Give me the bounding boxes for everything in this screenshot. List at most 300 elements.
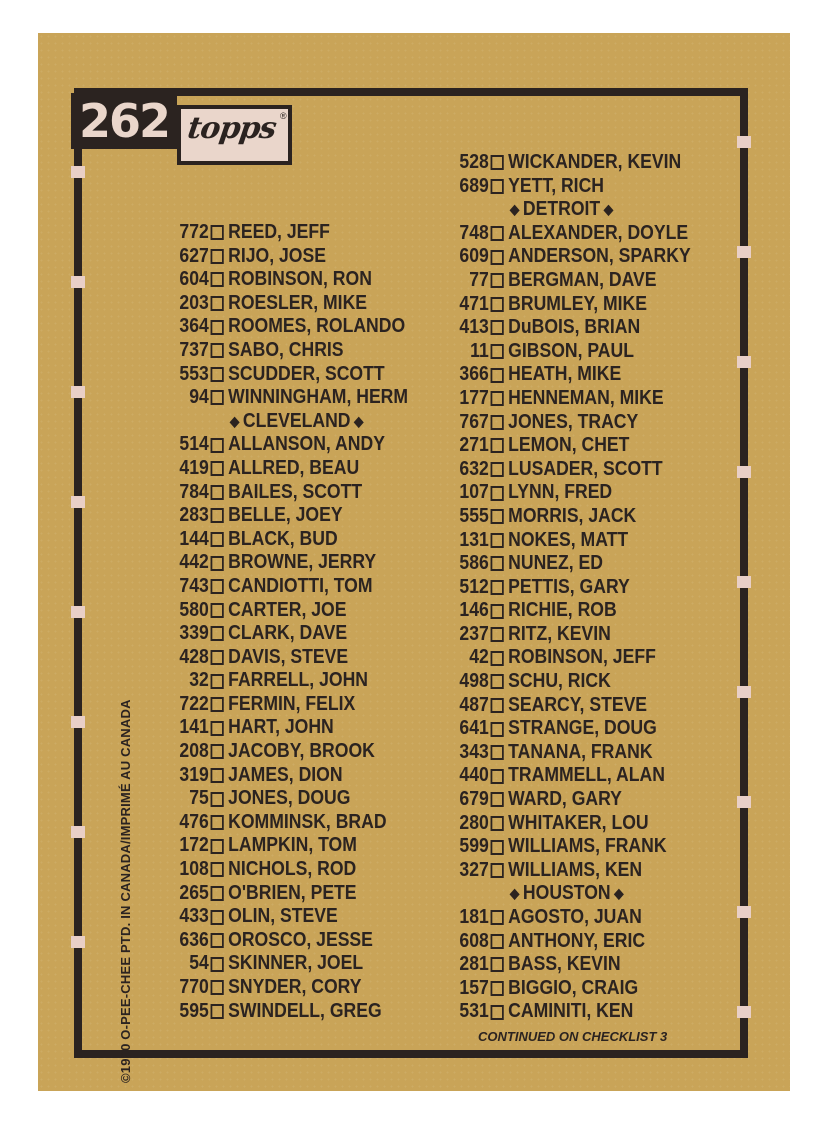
frame-notch xyxy=(71,386,85,398)
player-name: TANANA, FRANK xyxy=(508,740,653,763)
checkbox xyxy=(211,650,224,665)
player-name: HART, JOHN xyxy=(228,716,334,739)
card-num: 280 xyxy=(459,811,489,834)
card-num: 498 xyxy=(459,670,489,693)
team-header xyxy=(436,198,691,222)
checkbox xyxy=(491,509,504,524)
checkbox xyxy=(211,815,224,830)
player-name: BAILES, SCOTT xyxy=(228,480,363,503)
checkbox xyxy=(491,226,504,241)
player-name: BASS, KEVIN xyxy=(508,953,621,976)
frame-notch xyxy=(71,496,85,508)
card-num: 772 xyxy=(179,221,209,243)
card-num: 767 xyxy=(459,410,489,433)
checklist-row xyxy=(156,245,408,269)
frame-notch xyxy=(737,466,751,478)
player-name: NUNEZ, ED xyxy=(508,552,604,575)
card-num: 131 xyxy=(459,528,489,551)
player-name: RICHIE, ROB xyxy=(508,599,617,622)
checklist-row xyxy=(156,740,408,764)
card-num: 641 xyxy=(459,717,489,740)
team-name: HOUSTON xyxy=(522,882,611,905)
checklist-card xyxy=(38,33,790,1091)
checklist-row xyxy=(436,741,691,765)
frame-notch xyxy=(737,246,751,258)
checklist-row xyxy=(436,764,691,788)
checklist-row xyxy=(436,245,691,269)
checklist-row xyxy=(156,363,408,387)
player-name: SKINNER, JOEL xyxy=(228,952,364,975)
player-name: GIBSON, PAUL xyxy=(508,339,634,362)
player-name: WINNINGHAM, HERM xyxy=(228,386,409,409)
player-name: TRAMMELL, ALAN xyxy=(508,764,665,787)
card-num: 743 xyxy=(179,574,209,597)
card-num: 471 xyxy=(459,292,489,315)
player-name: AGOSTO, JUAN xyxy=(508,906,642,928)
player-name: ALLANSON, ANDY xyxy=(228,433,385,456)
frame-notch xyxy=(737,796,751,808)
checkbox xyxy=(491,627,504,642)
card-num: 75 xyxy=(189,787,209,810)
checkbox xyxy=(211,792,224,807)
player-name: SCHU, RICK xyxy=(508,670,611,693)
card-num: 144 xyxy=(179,527,209,550)
card-num: 555 xyxy=(459,504,489,527)
checkbox xyxy=(211,603,224,618)
card-num: 107 xyxy=(459,481,489,504)
card-num: 433 xyxy=(179,905,209,928)
checkbox xyxy=(491,816,504,831)
checklist-row xyxy=(156,669,408,693)
diamond-icon: ◆ xyxy=(509,885,520,902)
checkbox xyxy=(211,933,224,948)
player-name: ROBINSON, JEFF xyxy=(508,646,656,669)
card-num: 146 xyxy=(459,599,489,622)
checklist-row xyxy=(436,953,691,977)
checklist-row xyxy=(436,646,691,670)
checklist-row xyxy=(436,175,691,199)
card-num: 327 xyxy=(459,858,489,881)
card-num: 636 xyxy=(179,928,209,951)
checkbox xyxy=(491,981,504,996)
continued-note: CONTINUED ON CHECKLIST 3 xyxy=(478,1029,668,1044)
checkbox xyxy=(211,674,224,689)
checkbox xyxy=(491,651,504,666)
player-name: ROESLER, MIKE xyxy=(228,291,368,314)
player-name: JONES, DOUG xyxy=(228,787,351,810)
checklist-row xyxy=(156,339,408,363)
checklist-row xyxy=(436,694,691,718)
card-num: 440 xyxy=(459,764,489,787)
team-header xyxy=(436,882,691,906)
card-num: 604 xyxy=(179,268,209,291)
player-name: BIGGIO, CRAIG xyxy=(508,976,639,999)
checklist-row xyxy=(156,716,408,740)
checklist-row xyxy=(436,552,691,576)
checklist-row xyxy=(436,316,691,340)
card-num: 157 xyxy=(459,976,489,999)
topps-logo: topps xyxy=(185,111,278,146)
checkbox xyxy=(491,250,504,265)
checkbox xyxy=(211,367,224,382)
player-name: OROSCO, JESSE xyxy=(228,928,373,951)
card-num: 281 xyxy=(459,953,489,976)
checkbox xyxy=(211,957,224,972)
card-num: 94 xyxy=(189,386,209,409)
card-num: 413 xyxy=(459,316,489,339)
checkbox xyxy=(211,579,224,594)
checklist-row xyxy=(156,764,408,788)
player-name: JACOBY, BROOK xyxy=(228,740,375,763)
checklist-row xyxy=(156,599,408,623)
player-name: ALEXANDER, DOYLE xyxy=(508,221,689,244)
checkbox xyxy=(211,343,224,358)
card-num: 514 xyxy=(179,433,209,456)
checklist-row xyxy=(156,481,408,505)
player-name: NICHOLS, ROD xyxy=(228,858,357,881)
checkbox xyxy=(491,486,504,501)
checkbox xyxy=(211,862,224,877)
checkbox xyxy=(491,698,504,713)
card-num: 586 xyxy=(459,552,489,575)
checkbox xyxy=(491,769,504,784)
card-num: 77 xyxy=(469,268,489,291)
checkbox xyxy=(491,368,504,383)
checklist-row xyxy=(436,293,691,317)
card-num: 553 xyxy=(179,362,209,385)
player-name: SABO, CHRIS xyxy=(228,338,344,361)
player-name: BELLE, JOEY xyxy=(228,504,343,527)
checkbox xyxy=(491,438,504,453)
card-num: 512 xyxy=(459,575,489,598)
player-name: O'BRIEN, PETE xyxy=(228,881,357,904)
copyright-text: ©1990 O-PEE-CHEE PTD. IN CANADA/IMPRIMÉ AU CANADA xyxy=(118,699,133,1083)
checkbox xyxy=(491,533,504,548)
card-num: 580 xyxy=(179,598,209,621)
checklist-row xyxy=(436,977,691,1001)
checkbox xyxy=(211,839,224,854)
checklist-row xyxy=(436,930,691,954)
card-num: 141 xyxy=(179,716,209,739)
card-num: 748 xyxy=(459,221,489,244)
player-name: REED, JEFF xyxy=(228,221,330,243)
frame-notch xyxy=(737,686,751,698)
checklist-row xyxy=(156,976,408,1000)
checkbox xyxy=(211,556,224,571)
diamond-icon: ◆ xyxy=(614,885,624,902)
checklist-row xyxy=(436,576,691,600)
checklist-row xyxy=(156,433,408,457)
checkbox xyxy=(491,863,504,878)
player-name: KOMMINSK, BRAD xyxy=(228,810,387,833)
card-num: 608 xyxy=(459,929,489,952)
card-num: 487 xyxy=(459,693,489,716)
player-name: HEATH, MIKE xyxy=(508,363,622,386)
checklist-row xyxy=(156,551,408,575)
checklist-row xyxy=(436,340,691,364)
checkbox xyxy=(491,556,504,571)
checkbox xyxy=(211,438,224,453)
card-num: 364 xyxy=(179,315,209,338)
card-num: 784 xyxy=(179,480,209,503)
checklist-row xyxy=(436,269,691,293)
player-name: RITZ, KEVIN xyxy=(508,622,611,645)
checkbox xyxy=(491,934,504,949)
checklist-row xyxy=(436,434,691,458)
checkbox xyxy=(491,1005,504,1020)
frame-notch xyxy=(737,356,751,368)
team-name: DETROIT xyxy=(522,198,601,221)
checkbox xyxy=(491,415,504,430)
player-name: JAMES, DION xyxy=(228,763,343,786)
checkbox xyxy=(211,390,224,405)
checkbox xyxy=(211,461,224,476)
checklist-row xyxy=(156,386,408,410)
checkbox xyxy=(491,722,504,737)
card-num: 528 xyxy=(459,151,489,173)
card-num: 476 xyxy=(179,810,209,833)
card-number: 262 xyxy=(78,94,170,148)
card-num: 627 xyxy=(179,244,209,267)
checkbox xyxy=(211,1004,224,1019)
player-name: BRUMLEY, MIKE xyxy=(508,292,648,315)
diamond-icon: ◆ xyxy=(229,412,240,429)
checklist-row xyxy=(156,528,408,552)
checkbox xyxy=(491,840,504,855)
team-header xyxy=(156,410,408,434)
card-num: 177 xyxy=(459,386,489,409)
player-name: DuBOIS, BRIAN xyxy=(508,316,641,339)
card-num: 42 xyxy=(469,646,489,669)
player-name: RIJO, JOSE xyxy=(228,244,326,267)
checklist-row xyxy=(436,481,691,505)
player-name: LAMPKIN, TOM xyxy=(228,834,357,857)
checklist-row xyxy=(156,905,408,929)
card-num: 208 xyxy=(179,740,209,763)
registered-mark: ® xyxy=(280,111,287,121)
checklist-row xyxy=(156,787,408,811)
card-num: 172 xyxy=(179,834,209,857)
player-name: WICKANDER, KEVIN xyxy=(508,151,682,173)
checkbox xyxy=(211,744,224,759)
checkbox xyxy=(491,674,504,689)
checkbox xyxy=(211,910,224,925)
card-num: 770 xyxy=(179,976,209,998)
checklist-row xyxy=(436,387,691,411)
checklist-row xyxy=(156,315,408,339)
frame-notch xyxy=(71,276,85,288)
checklist-row xyxy=(156,504,408,528)
card-num: 737 xyxy=(179,338,209,361)
checkbox xyxy=(491,297,504,312)
checklist-row xyxy=(436,599,691,623)
checkbox xyxy=(491,910,504,925)
player-name: NOKES, MATT xyxy=(508,528,629,551)
checkbox xyxy=(491,462,504,477)
player-name: ANTHONY, ERIC xyxy=(508,929,646,952)
checklist-row xyxy=(156,268,408,292)
checkbox xyxy=(211,485,224,500)
checkbox xyxy=(491,604,504,619)
card-num: 54 xyxy=(189,952,209,975)
player-name: WHITAKER, LOU xyxy=(508,811,649,834)
checklist-row xyxy=(436,859,691,883)
checkbox xyxy=(211,626,224,641)
card-num: 181 xyxy=(459,906,489,928)
player-name: FARRELL, JOHN xyxy=(228,669,368,692)
checklist-row xyxy=(436,717,691,741)
card-num: 442 xyxy=(179,551,209,574)
card-num: 366 xyxy=(459,363,489,386)
diamond-icon: ◆ xyxy=(509,201,520,218)
player-name: WILLIAMS, KEN xyxy=(508,858,643,881)
checklist-row xyxy=(436,363,691,387)
player-name: ANDERSON, SPARKY xyxy=(508,245,691,268)
card-num: 339 xyxy=(179,622,209,645)
player-name: CANDIOTTI, TOM xyxy=(228,574,373,597)
checkbox xyxy=(491,792,504,807)
player-name: BERGMAN, DAVE xyxy=(508,268,657,291)
checklist-row xyxy=(436,411,691,435)
player-name: LEMON, CHET xyxy=(508,434,630,457)
checkbox xyxy=(211,721,224,736)
frame-notch xyxy=(71,826,85,838)
checkbox xyxy=(491,391,504,406)
checklist-row xyxy=(156,693,408,717)
player-name: YETT, RICH xyxy=(508,174,604,197)
diamond-icon: ◆ xyxy=(603,201,614,218)
frame-notch xyxy=(71,166,85,178)
checklist-row xyxy=(436,670,691,694)
checklist-row xyxy=(436,529,691,553)
player-name: JONES, TRACY xyxy=(508,410,639,433)
checkbox xyxy=(211,272,224,287)
checklist-row xyxy=(156,882,408,906)
checklist-row xyxy=(156,457,408,481)
player-name: FERMIN, FELIX xyxy=(228,692,356,715)
card-num: 595 xyxy=(179,999,209,1022)
card-num: 203 xyxy=(179,291,209,314)
checklist-row xyxy=(156,858,408,882)
checklist-right-column xyxy=(436,151,725,1024)
checkbox xyxy=(211,768,224,783)
checklist-row xyxy=(436,505,691,529)
checklist-row xyxy=(436,835,691,859)
checkbox xyxy=(211,225,224,240)
checkbox xyxy=(491,273,504,288)
player-name: BROWNE, JERRY xyxy=(228,551,377,574)
checkbox xyxy=(491,745,504,760)
checkbox xyxy=(211,697,224,712)
player-name: MORRIS, JACK xyxy=(508,504,637,527)
card-num: 108 xyxy=(179,858,209,881)
checklist-row xyxy=(156,834,408,858)
card-num: 428 xyxy=(179,645,209,668)
player-name: ROOMES, ROLANDO xyxy=(228,315,406,338)
player-name: BLACK, BUD xyxy=(228,527,338,550)
card-num: 32 xyxy=(189,669,209,692)
player-name: SNYDER, CORY xyxy=(228,976,362,998)
checklist-row xyxy=(436,458,691,482)
checklist-row xyxy=(156,952,408,976)
checklist-row xyxy=(156,929,408,953)
checklist-row xyxy=(436,906,691,930)
checklist-row xyxy=(436,151,691,175)
player-name: SCUDDER, SCOTT xyxy=(228,362,385,385)
card-num: 343 xyxy=(459,740,489,763)
frame-notch xyxy=(737,136,751,148)
card-num: 319 xyxy=(179,763,209,786)
checklist-row xyxy=(436,788,691,812)
checklist-row xyxy=(156,622,408,646)
player-name: STRANGE, DOUG xyxy=(508,717,657,740)
checkbox xyxy=(491,155,504,170)
checklist-row xyxy=(436,222,691,246)
checklist-row xyxy=(436,812,691,836)
card-num: 599 xyxy=(459,835,489,858)
player-name: CARTER, JOE xyxy=(228,598,347,621)
player-name: CLARK, DAVE xyxy=(228,622,348,645)
player-name: DAVIS, STEVE xyxy=(228,645,349,668)
card-num: 283 xyxy=(179,504,209,527)
checklist-row xyxy=(156,811,408,835)
team-name: CLEVELAND xyxy=(242,409,351,432)
frame-notch xyxy=(737,576,751,588)
player-name: ALLRED, BEAU xyxy=(228,456,360,479)
diamond-icon: ◆ xyxy=(354,412,364,429)
player-name: OLIN, STEVE xyxy=(228,905,338,928)
checklist-row xyxy=(156,292,408,316)
checklist-row xyxy=(436,1000,691,1024)
frame-notch xyxy=(71,606,85,618)
card-num: 11 xyxy=(470,339,489,362)
checkbox xyxy=(211,320,224,335)
frame-notch xyxy=(71,716,85,728)
checklist-row xyxy=(156,575,408,599)
checkbox xyxy=(491,580,504,595)
card-num: 722 xyxy=(179,692,209,715)
card-num: 609 xyxy=(459,245,489,268)
checkbox xyxy=(491,957,504,972)
player-name: ROBINSON, RON xyxy=(228,268,372,291)
player-name: LYNN, FRED xyxy=(508,481,613,504)
top-border-bar xyxy=(292,88,748,96)
checkbox xyxy=(211,532,224,547)
checklist-row xyxy=(436,623,691,647)
checkbox xyxy=(211,980,224,995)
checkbox xyxy=(211,249,224,264)
checkbox xyxy=(491,344,504,359)
checkbox xyxy=(211,508,224,523)
player-name: PETTIS, GARY xyxy=(508,575,630,598)
player-name: SEARCY, STEVE xyxy=(508,693,648,716)
card-num: 689 xyxy=(459,174,489,197)
checklist-left-column xyxy=(156,221,442,1023)
card-num: 271 xyxy=(459,434,489,457)
player-name: LUSADER, SCOTT xyxy=(508,457,663,480)
player-name: HENNEMAN, MIKE xyxy=(508,386,664,409)
frame-notch xyxy=(71,936,85,948)
card-num: 632 xyxy=(459,457,489,480)
frame-notch xyxy=(737,906,751,918)
card-num: 419 xyxy=(179,456,209,479)
player-name: CAMINITI, KEN xyxy=(508,1000,634,1023)
checkbox xyxy=(211,886,224,901)
checkbox xyxy=(491,320,504,335)
checklist-row xyxy=(156,221,408,245)
card-num: 265 xyxy=(179,881,209,904)
checkbox xyxy=(491,179,504,194)
